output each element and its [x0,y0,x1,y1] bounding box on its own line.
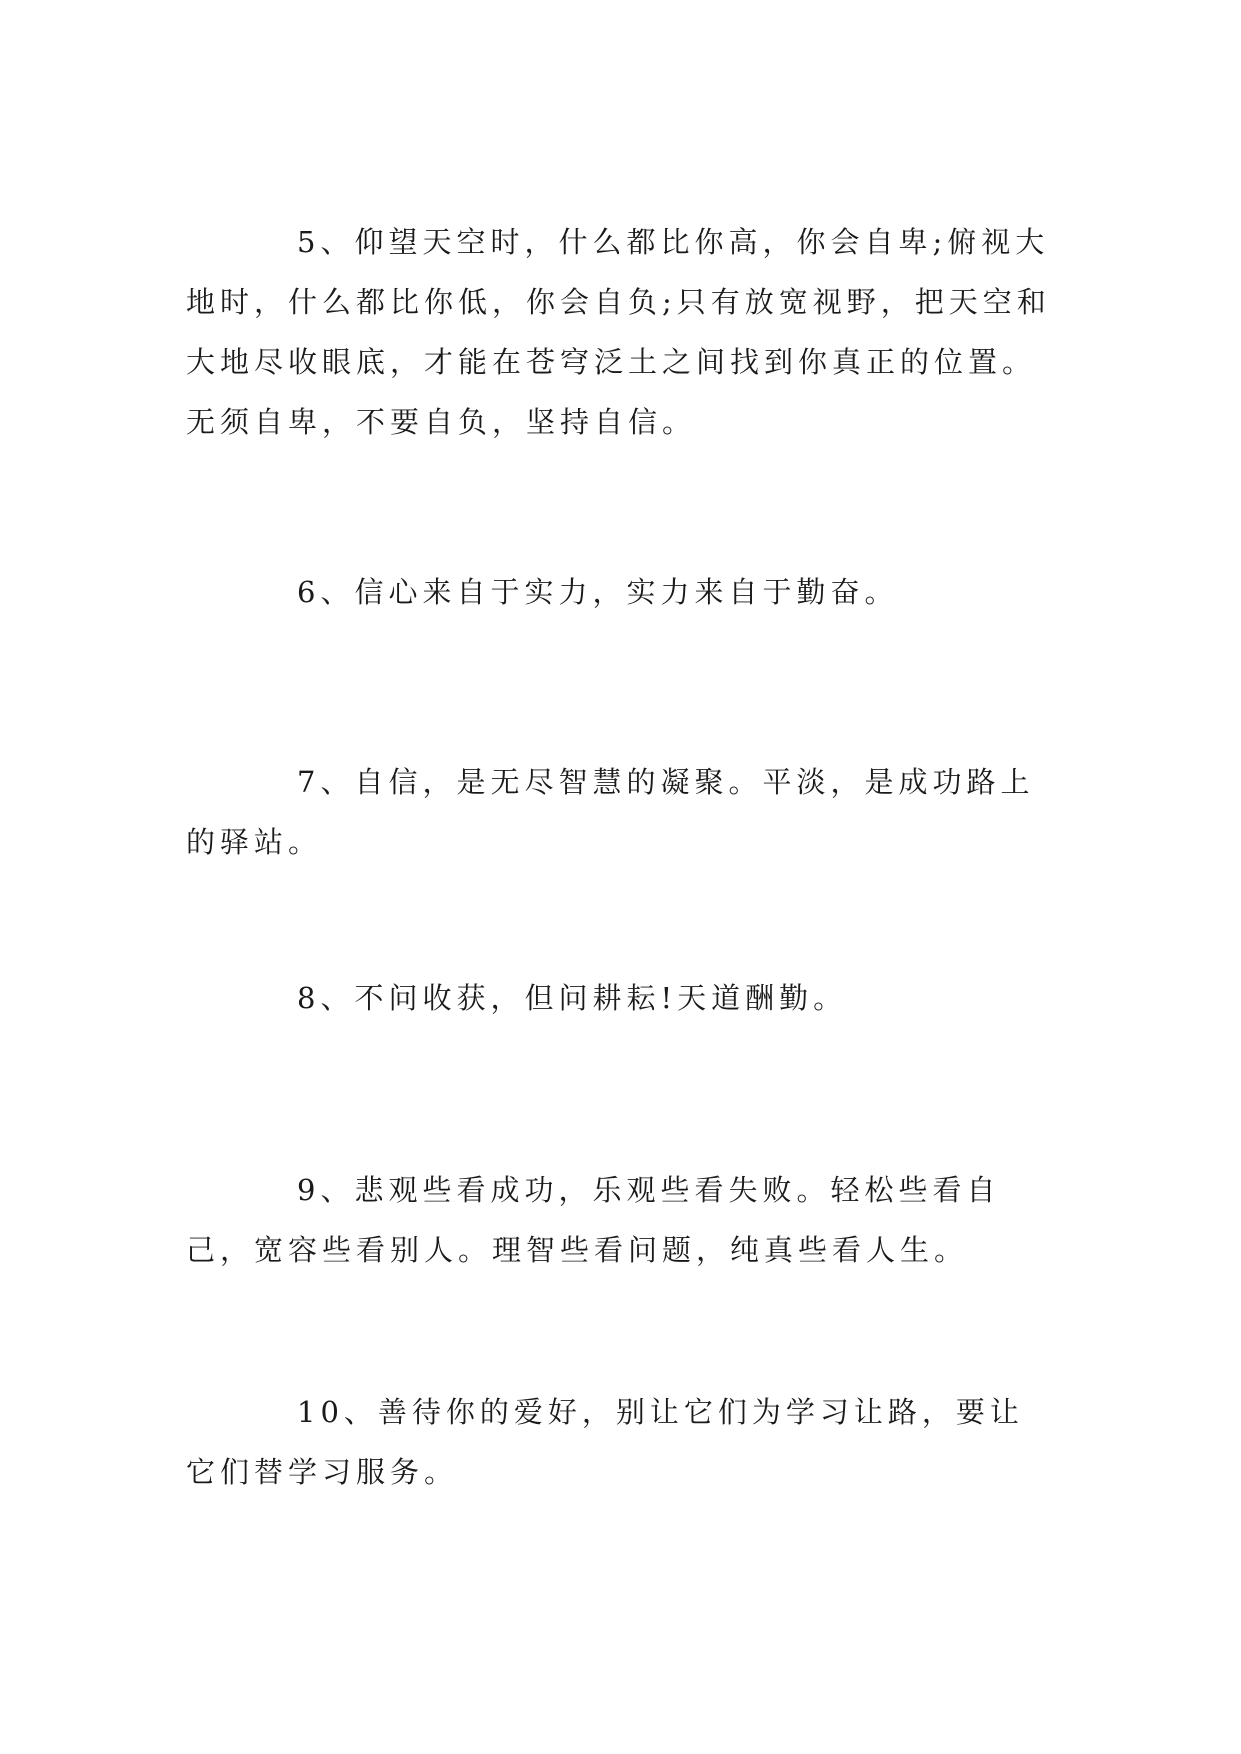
paragraph-5: 5、仰望天空时，什么都比你高，你会自卑;俯视大地时，什么都比你低，你会自负;只有放宽视野，把天空和大地尽收眼底，才能在苍穹泛土之间找到你真正的位置。无须自卑，不要自负，坚持自信。 [186,225,1051,439]
paragraph-8: 8、不问收获，但问耕耘!天道酬勤。 [297,981,848,1015]
paragraph-10: 10、善待你的爱好，别让它们为学习让路，要让它们替学习服务。 [186,1395,1024,1489]
paragraph-6: 6、信心来自于实力，实力来自于勤奋。 [297,575,899,609]
paragraph-7: 7、自信，是无尽智慧的凝聚。平淡，是成功路上的驿站。 [186,765,1035,859]
paragraph-9: 9、悲观些看成功，乐观些看失败。轻松些看自己，宽容些看别人。理智些看问题，纯真些看人生。 [186,1173,1001,1267]
